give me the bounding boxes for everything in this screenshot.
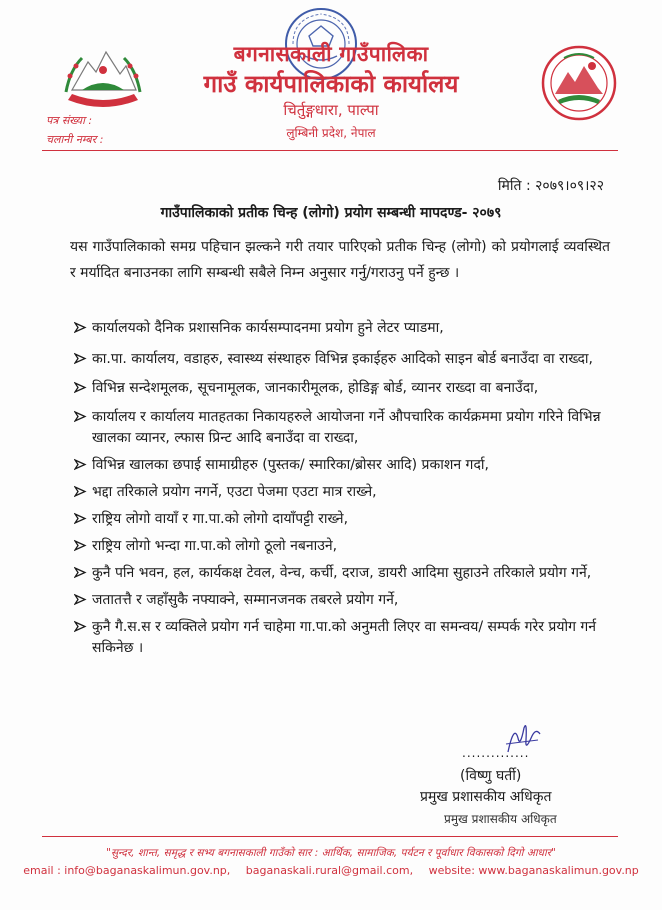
- municipality-name: बगनासकाली गाउँपालिका: [233, 42, 429, 66]
- signature-line: ..............: [462, 746, 530, 760]
- list-item: [74, 482, 614, 503]
- list-item-text: का.पा. कार्यालय, वडाहरु, स्वास्थ्य संस्थाहरु विभिन्न इकाईहरु आदिको साइन बोर्ड बनाउँदा वा राख्दा,: [92, 351, 593, 367]
- office-name: गाउँ कार्यपालिकाको कार्यालय: [203, 70, 459, 98]
- letter-number-label: पत्र संख्या :: [46, 114, 93, 127]
- arrow-bullet-icon: [74, 536, 88, 557]
- list-item-text: राष्ट्रिय लोगो वायाँ र गा.पा.को लोगो दायाँपट्टी राख्ने,: [92, 511, 349, 527]
- list-item-text: जतातत्तै र जहाँसुकै नफ्याक्ने, सम्मानजनक तबरले प्रयोग गर्ने,: [92, 592, 399, 608]
- footer-divider: [42, 836, 618, 837]
- arrow-bullet-icon: [74, 455, 88, 476]
- arrow-bullet-icon: [74, 378, 88, 399]
- list-item: [74, 617, 614, 659]
- list-item: [74, 509, 614, 530]
- footer-contacts: [0, 864, 662, 877]
- arrow-bullet-icon: [74, 407, 88, 428]
- list-item: [74, 349, 614, 370]
- list-item-text: विभिन्न खालका छपाई सामाग्रीहरु (पुस्तक/ स्मारिका/ब्रोसर आदि) प्रकाशन गर्दा,: [92, 457, 489, 473]
- list-item: [74, 318, 614, 339]
- intro-paragraph: यस गाउँपालिकाको समग्र पहिचान झल्कने गरी तयार पारिएको प्रतीक चिन्ह (लोगो) को प्रयोगलाई व्यवस्थित र मर्यादित बनाउनका लागि सम्बन्धी सबैले निम्न अनुसार गर्नु/गराउनु पर्ने हुन्छ ।: [70, 239, 610, 281]
- list-item-text: कार्यालय र कार्यालय मातहतका निकायहरुले आयोजना गर्ने औपचारिक कार्यक्रममा प्रयोग गरिने विभिन्न खालका व्यानर, ल्फास प्रिन्ट आदि बनाउँदा वा राख्दा,: [92, 409, 601, 446]
- list-item-text: राष्ट्रिय लोगो भन्दा गा.पा.को लोगो ठूलो नबनाउने,: [92, 538, 338, 554]
- list-item-text: कार्यालयको दैनिक प्रशासनिक कार्यसम्पादनमा प्रयोग हुने लेटर प्याडमा,: [92, 320, 444, 336]
- header-divider: [42, 150, 618, 151]
- list-item: [74, 590, 614, 611]
- footer-email-secondary: baganaskali.rural@gmail.com,: [245, 864, 414, 877]
- list-item: [74, 407, 614, 449]
- province-label: लुम्बिनी प्रदेश, नेपाल: [286, 126, 376, 140]
- arrow-bullet-icon: [74, 590, 88, 611]
- footer-website: website: www.baganaskalimun.gov.np: [428, 864, 639, 877]
- list-item: [74, 536, 614, 557]
- list-item-text: कुनै गै.स.स र व्यक्तिले प्रयोग गर्न चाहेमा गा.पा.को अनुमती लिएर वा समन्वय/ सम्पर्क गरेर प्रयोग गर्न सकिनेछ ।: [92, 619, 597, 656]
- designation-stamp: प्रमुख प्रशासकीय अधिकृत: [444, 812, 557, 826]
- list-item-text: विभिन्न सन्देशमूलक, सूचनामूलक, जानकारीमूलक, होडिङ्ग बोर्ड, व्यानर राख्दा वा बनाउँदा,: [92, 380, 539, 396]
- office-address: चिर्तुङ्गधारा, पाल्पा: [283, 101, 379, 119]
- arrow-bullet-icon: [74, 349, 88, 370]
- list-item: [74, 455, 614, 476]
- arrow-bullet-icon: [74, 563, 88, 584]
- signatory-title: प्रमुख प्रशासकीय अधिकृत: [420, 789, 552, 805]
- list-item: [74, 378, 614, 399]
- arrow-bullet-icon: [74, 617, 88, 638]
- letter-subject: गाउँपालिकाको प्रतीक चिन्ह (लोगो) प्रयोग सम्बन्धी मापदण्ड- २०७९: [160, 205, 502, 221]
- list-item-text: कुनै पनि भवन, हल, कार्यकक्ष टेवल, वेन्च, कर्ची, दराज, डायरी आदिमा सुहाउने तरिकाले प्रयोग गर्ने,: [92, 565, 592, 581]
- dispatch-number-label: चलानी नम्बर :: [46, 133, 104, 146]
- footer-slogan: "सुन्दर, शान्त, समृद्ध र सभ्य बगनासकाली गाउँको सार : आर्थिक, सामाजिक, पर्यटन र पूर्वाधार विकासको दिगो आधार": [106, 847, 556, 859]
- list-item: [74, 563, 614, 584]
- letter-date: मिति : २०७९।०९।२२: [497, 178, 604, 194]
- list-item-text: भद्दा तरिकाले प्रयोग नगर्ने, एउटा पेजमा एउटा मात्र राख्ने,: [92, 484, 377, 500]
- arrow-bullet-icon: [74, 318, 88, 339]
- arrow-bullet-icon: [74, 482, 88, 503]
- signatory-name: (विष्णु घर्ती): [460, 768, 522, 784]
- arrow-bullet-icon: [74, 509, 88, 530]
- guideline-list: [74, 318, 614, 659]
- footer-email-primary: email : info@baganaskalimun.gov.np,: [23, 864, 231, 877]
